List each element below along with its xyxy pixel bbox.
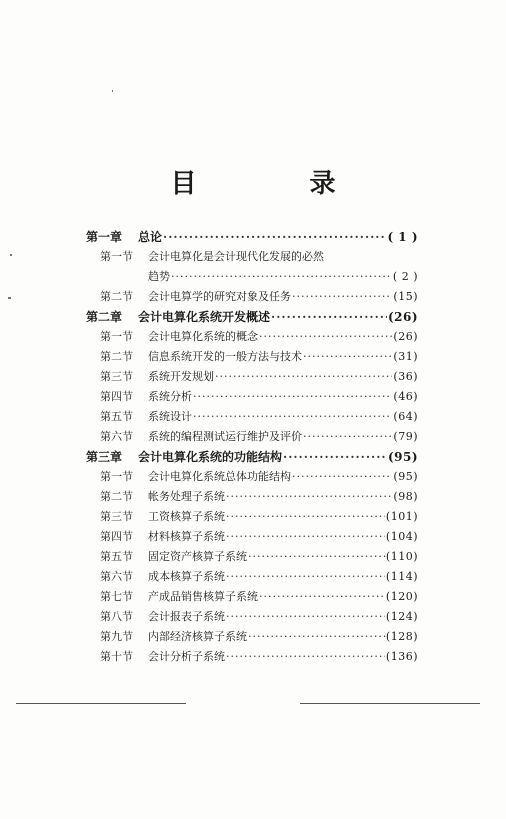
toc-title: 系统开发规划 (148, 370, 214, 383)
toc-leader-dots (271, 307, 387, 327)
toc-page-number: (26) (393, 330, 418, 343)
toc-leader-dots (226, 567, 385, 587)
toc-leader-dots (226, 487, 392, 507)
toc-title: 会计分析子系统 (148, 650, 225, 663)
page-title: 目 录 (170, 169, 388, 199)
bottom-rule-left (16, 703, 186, 704)
toc-label: 第六节 (100, 570, 133, 583)
toc-label: 第六节 (100, 430, 133, 443)
toc-label: 第四节 (100, 530, 133, 543)
toc-section-row (86, 587, 418, 607)
toc-section-row (86, 527, 418, 547)
toc-page-number: (120) (385, 590, 418, 603)
toc-page-number: (110) (385, 550, 418, 563)
toc-label: 第二节 (100, 290, 133, 303)
toc-title: 会计电算化系统开发概述 (138, 310, 271, 324)
toc-leader-dots (303, 347, 392, 367)
toc-leader-dots (248, 627, 385, 647)
toc-page-number: (26) (387, 310, 418, 324)
toc-section-row (86, 467, 418, 487)
toc-leader-dots (163, 227, 386, 247)
scan-speck (8, 297, 11, 299)
toc-label: 第二节 (100, 350, 133, 363)
toc-section-row (86, 327, 418, 347)
toc-leader-dots (193, 387, 392, 407)
toc-label: 第一节 (100, 470, 133, 483)
toc-page-number: (136) (385, 650, 418, 663)
table-of-contents (86, 227, 418, 667)
toc-chapter-row (86, 307, 418, 327)
scan-speck (10, 254, 12, 256)
toc-section-row (86, 647, 418, 667)
toc-label: 第四节 (100, 390, 133, 403)
toc-leader-dots (193, 407, 392, 427)
toc-label: 第七节 (100, 590, 133, 603)
toc-title: 工资核算子系统 (148, 510, 225, 523)
toc-section-row (86, 287, 418, 307)
toc-leader-dots (226, 607, 385, 627)
toc-title: 会计电算学的研究对象及任务 (148, 290, 291, 303)
toc-leader-dots (303, 427, 392, 447)
toc-title: 信息系统开发的一般方法与技术 (148, 350, 302, 363)
toc-leader-dots (292, 287, 392, 307)
toc-section-row (86, 407, 418, 427)
toc-page-number: ( 2 ) (392, 270, 418, 283)
toc-section-row (86, 627, 418, 647)
toc-page-number: (128) (385, 630, 418, 643)
toc-page-number: (114) (385, 570, 418, 583)
toc-label: 第一节 (100, 330, 133, 343)
toc-leader-dots (226, 527, 385, 547)
toc-leader-dots (215, 367, 392, 387)
toc-leader-dots (259, 327, 392, 347)
toc-title: 系统设计 (148, 410, 192, 423)
toc-leader-dots (259, 587, 385, 607)
toc-title: 会计报表子系统 (148, 610, 225, 623)
toc-title: 会计电算化系统的功能结构 (138, 450, 283, 464)
toc-label: 第二节 (100, 490, 133, 503)
toc-chapter-row (86, 447, 418, 467)
toc-page-number: (101) (385, 510, 418, 523)
toc-title: 系统分析 (148, 390, 192, 403)
toc-leader-dots (226, 647, 385, 667)
toc-leader-dots (248, 547, 385, 567)
toc-section-row (86, 567, 418, 587)
toc-title: 会计电算化系统总体功能结构 (148, 470, 291, 483)
toc-label: 第九节 (100, 630, 133, 643)
toc-label: 第一节 (100, 250, 133, 263)
toc-section-row (86, 247, 418, 267)
toc-label: 第三节 (100, 370, 133, 383)
toc-page-number: (95) (387, 450, 418, 464)
toc-label: 第二章 (86, 310, 123, 324)
toc-label: 第一章 (86, 230, 123, 244)
toc-title: 内部经济核算子系统 (148, 630, 247, 643)
toc-label: 第三节 (100, 510, 133, 523)
toc-title: 成本核算子系统 (148, 570, 225, 583)
toc-section-row (86, 367, 418, 387)
bottom-rule-right (300, 703, 480, 704)
scan-speck (112, 90, 113, 92)
toc-title: 帐务处理子系统 (148, 490, 225, 503)
toc-page-number: (31) (393, 350, 418, 363)
toc-page-number: (79) (393, 430, 418, 443)
toc-page-number: (15) (393, 290, 418, 303)
toc-title: 固定资产核算子系统 (148, 550, 247, 563)
toc-title: 系统的编程测试运行维护及评价 (148, 430, 302, 443)
toc-page-number: ( 1 ) (387, 230, 418, 244)
toc-title: 总论 (138, 230, 163, 244)
toc-leader-dots (292, 467, 392, 487)
toc-page-number: (64) (393, 410, 418, 423)
toc-label: 第五节 (100, 550, 133, 563)
toc-page-number: (36) (393, 370, 418, 383)
toc-title: 会计电算化是会计现代化发展的必然 (148, 250, 324, 263)
toc-section-row (86, 607, 418, 627)
toc-section-row (86, 427, 418, 447)
toc-page-number: (124) (385, 610, 418, 623)
toc-section-row (86, 487, 418, 507)
toc-label: 第八节 (100, 610, 133, 623)
toc-section-row (86, 507, 418, 527)
toc-section-row (86, 267, 418, 287)
toc-label: 第十节 (100, 650, 133, 663)
toc-title: 产成品销售核算子系统 (148, 590, 258, 603)
toc-label: 第五节 (100, 410, 133, 423)
toc-page-number: (104) (385, 530, 418, 543)
toc-chapter-row (86, 227, 418, 247)
toc-title: 材料核算子系统 (148, 530, 225, 543)
toc-page-number: (46) (393, 390, 418, 403)
toc-page-number: (95) (393, 470, 418, 483)
toc-section-row (86, 347, 418, 367)
toc-leader-dots (226, 507, 385, 527)
toc-section-row (86, 547, 418, 567)
toc-page-number: (98) (393, 490, 418, 503)
toc-section-row (86, 387, 418, 407)
toc-title: 会计电算化系统的概念 (148, 330, 258, 343)
toc-title: 趋势 (148, 270, 170, 283)
toc-leader-dots (171, 267, 392, 287)
toc-label: 第三章 (86, 450, 123, 464)
toc-leader-dots (283, 447, 387, 467)
